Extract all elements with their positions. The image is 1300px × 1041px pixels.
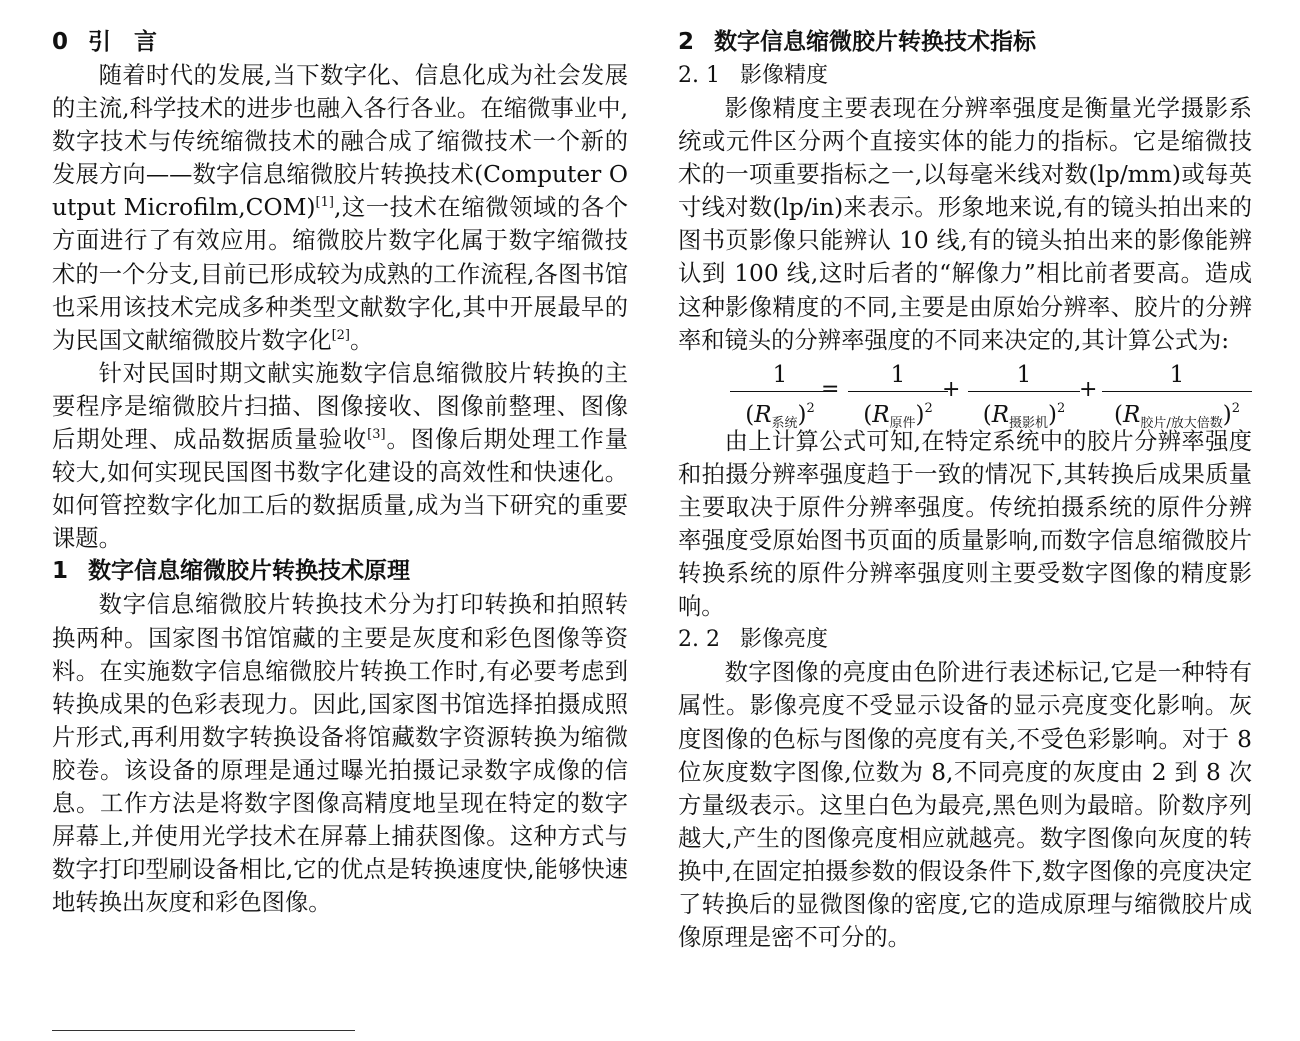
subscript: 摄影机 bbox=[1009, 415, 1049, 431]
fraction-denominator: $(R_{原件})^2$ bbox=[863, 400, 933, 431]
intro-paragraph-2 bbox=[52, 357, 628, 556]
citation-ref: [2] bbox=[331, 327, 350, 343]
section-1-paragraph: 数字信息缩微胶片转换技术分为打印转换和拍照转换两种。国家图书馆馆藏的主要是灰度和彩色图像等资料。在实施数字信息缩微胶片转换工作时,有必要考虑到转换成果的色彩表现力。因此,国家图书馆选择拍摄成照片形式,再利用数字转换设备将馆藏数字资源转换为缩微胶卷。该设备的原理是通过曝光拍摄记录数字成像的信息。工作方法是将数字图像高精度地呈现在特定的数字屏幕上,并使用光学技术在屏幕上捕获图像。这种方式与数字打印型刷设备相比,它的优点是转换速度快,能够快速地转换出灰度和彩色图像。 bbox=[52, 591, 628, 917]
fraction-bar bbox=[848, 391, 948, 392]
fraction-bar bbox=[1102, 391, 1252, 392]
section-number: 1 bbox=[52, 558, 69, 585]
left-column bbox=[52, 26, 628, 919]
fraction-bar bbox=[968, 391, 1080, 392]
paragraph-text: ,这一技术在缩微领域的各个方面进行了有效应用。缩微胶片数字化属于数字缩微技术的一个分支,目前已形成较为成熟的工作流程,各图书馆也采用该技术完成多种类型文献数字化,其中开展最早的为民国文献缩微胶片数字化 bbox=[52, 194, 629, 354]
paragraph-text: 针对民国时期文献实施数字信息缩微胶片转换的主要程序是缩微胶片扫描、图像接收、图像前整理、图像后期处理、成品数据质量验收 bbox=[52, 359, 628, 454]
section-2-1-paragraph-2: 由上计算公式可知,在特定系统中的胶片分辨率强度和拍摄分辨率强度趋于一致的情况下,其转换后成果质量主要取决于原件分辨率强度。传统拍摄系统的原件分辨率强度受原始图书页面的质量影响,而数字信息缩微胶片转换系统的原件分辨率强度则主要受数字图像的精度影响。 bbox=[678, 427, 1252, 621]
subsection-title: 影像精度 bbox=[740, 63, 829, 88]
footnote-separator-line bbox=[52, 1030, 355, 1031]
section-number: 0 bbox=[52, 29, 69, 55]
subsection-number: 2. 1 bbox=[678, 63, 720, 88]
plus-sign: + bbox=[942, 376, 961, 402]
paragraph-text: 。 bbox=[349, 326, 374, 354]
variable-r: R bbox=[1123, 401, 1141, 428]
variable-r: R bbox=[991, 401, 1010, 428]
section-title: 数字信息缩微胶片转换技术原理 bbox=[88, 558, 410, 585]
paragraph-text: 随着时代的发展,当下数字化、信息化成为社会发展的主流,科学技术的进步也融入各行各业。在缩微事业中,数字技术与传统缩微技术的融合成了缩微技术一个新的发展方向——数字信息缩微胶片转换技术(Computer Output Microfilm,COM) bbox=[52, 62, 628, 222]
fraction-denominator: $(R_{系统})^2$ bbox=[745, 400, 815, 431]
section-title: 数字信息缩微胶片转换技术指标 bbox=[714, 29, 1036, 55]
fraction-numerator: 1 bbox=[890, 361, 906, 388]
subscript: 系统 bbox=[771, 415, 798, 431]
subsection-heading-2-1 bbox=[678, 59, 1252, 92]
citation-ref: [1] bbox=[315, 195, 334, 211]
variable-r: R bbox=[872, 401, 890, 428]
fraction-denominator: $(R_{摄影机})^2$ bbox=[982, 400, 1066, 431]
fraction-original bbox=[848, 361, 948, 431]
plus-sign: + bbox=[1079, 376, 1098, 402]
exponent: 2 bbox=[806, 400, 815, 416]
fraction-bar bbox=[730, 391, 830, 392]
exponent: 2 bbox=[1231, 400, 1240, 416]
subsection-heading-2-2 bbox=[678, 623, 1252, 656]
section-2-1-paragraph-1: 影像精度主要表现在分辨率强度是衡量光学摄影系统或元件区分两个直接实体的能力的指标。它是缩微技术的一项重要指标之一,以每毫米线对数(lp/mm)或每英寸线对数(lp/in)来表示。形象地来说,有的镜头拍出来的图书页影像只能辨认 10 线,有的镜头拍出来的影像能辨认到 100 线,这时后者的“解像力”相比前者要高。造成这种影像精度的不同,主要是由原始分辨率、胶片的分辨率和镜头的分辨率强度的不同来决定的,其计算公式为: bbox=[678, 95, 1252, 354]
fraction-numerator: 1 bbox=[1169, 361, 1185, 388]
subsection-title: 影像亮度 bbox=[740, 627, 829, 653]
paragraph-text: 。图像后期处理工作量较大,如何实现民国图书数字化建设的高效性和快速化。如何管控数字化加工后的数据质量,成为当下研究的重要课题。 bbox=[52, 426, 629, 553]
section-title: 引 言 bbox=[88, 29, 157, 55]
section-2-2-paragraph-1: 数字图像的亮度由色阶进行表述标记,它是一种特有属性。影像亮度不受显示设备的显示亮度变化影响。灰度图像的色标与图像的亮度有关,不受色彩影响。对于 8 位灰度数字图像,位数为 8,不同亮度的灰度由 2 到 8 次方量级表示。这里白色为最亮,黑色则为最暗。阶数序列越大,产生的图像亮度相应就越亮。数字图像向灰度的转换中,在固定拍摄参数的假设条件下,数字图像的亮度决定了转换后的显微图像的密度,它的造成原理与缩微胶片成像原理是密不可分的。 bbox=[678, 659, 1252, 952]
fraction-denominator: $(R_{胶片/放大倍数})^2$ bbox=[1114, 400, 1240, 431]
subscript: 胶片/放大倍数 bbox=[1140, 415, 1223, 431]
fraction-system bbox=[730, 361, 830, 431]
fraction-numerator: 1 bbox=[1016, 361, 1032, 388]
fraction-camera bbox=[968, 361, 1080, 431]
equals-sign: = bbox=[821, 376, 840, 402]
section-heading-intro bbox=[52, 26, 628, 59]
section-number: 2 bbox=[678, 29, 695, 55]
subsection-number: 2. 2 bbox=[678, 627, 720, 653]
citation-ref: [3] bbox=[367, 427, 386, 443]
resolution-formula bbox=[678, 357, 1252, 431]
exponent: 2 bbox=[1057, 400, 1066, 416]
intro-paragraph-1 bbox=[52, 59, 628, 357]
section-heading-1 bbox=[52, 555, 628, 588]
fraction-numerator: 1 bbox=[772, 361, 788, 388]
section-heading-2 bbox=[678, 26, 1252, 59]
exponent: 2 bbox=[924, 400, 933, 416]
fraction-film bbox=[1102, 361, 1252, 431]
variable-r: R bbox=[754, 401, 772, 428]
right-column bbox=[678, 26, 1252, 954]
subscript: 原件 bbox=[889, 415, 916, 431]
